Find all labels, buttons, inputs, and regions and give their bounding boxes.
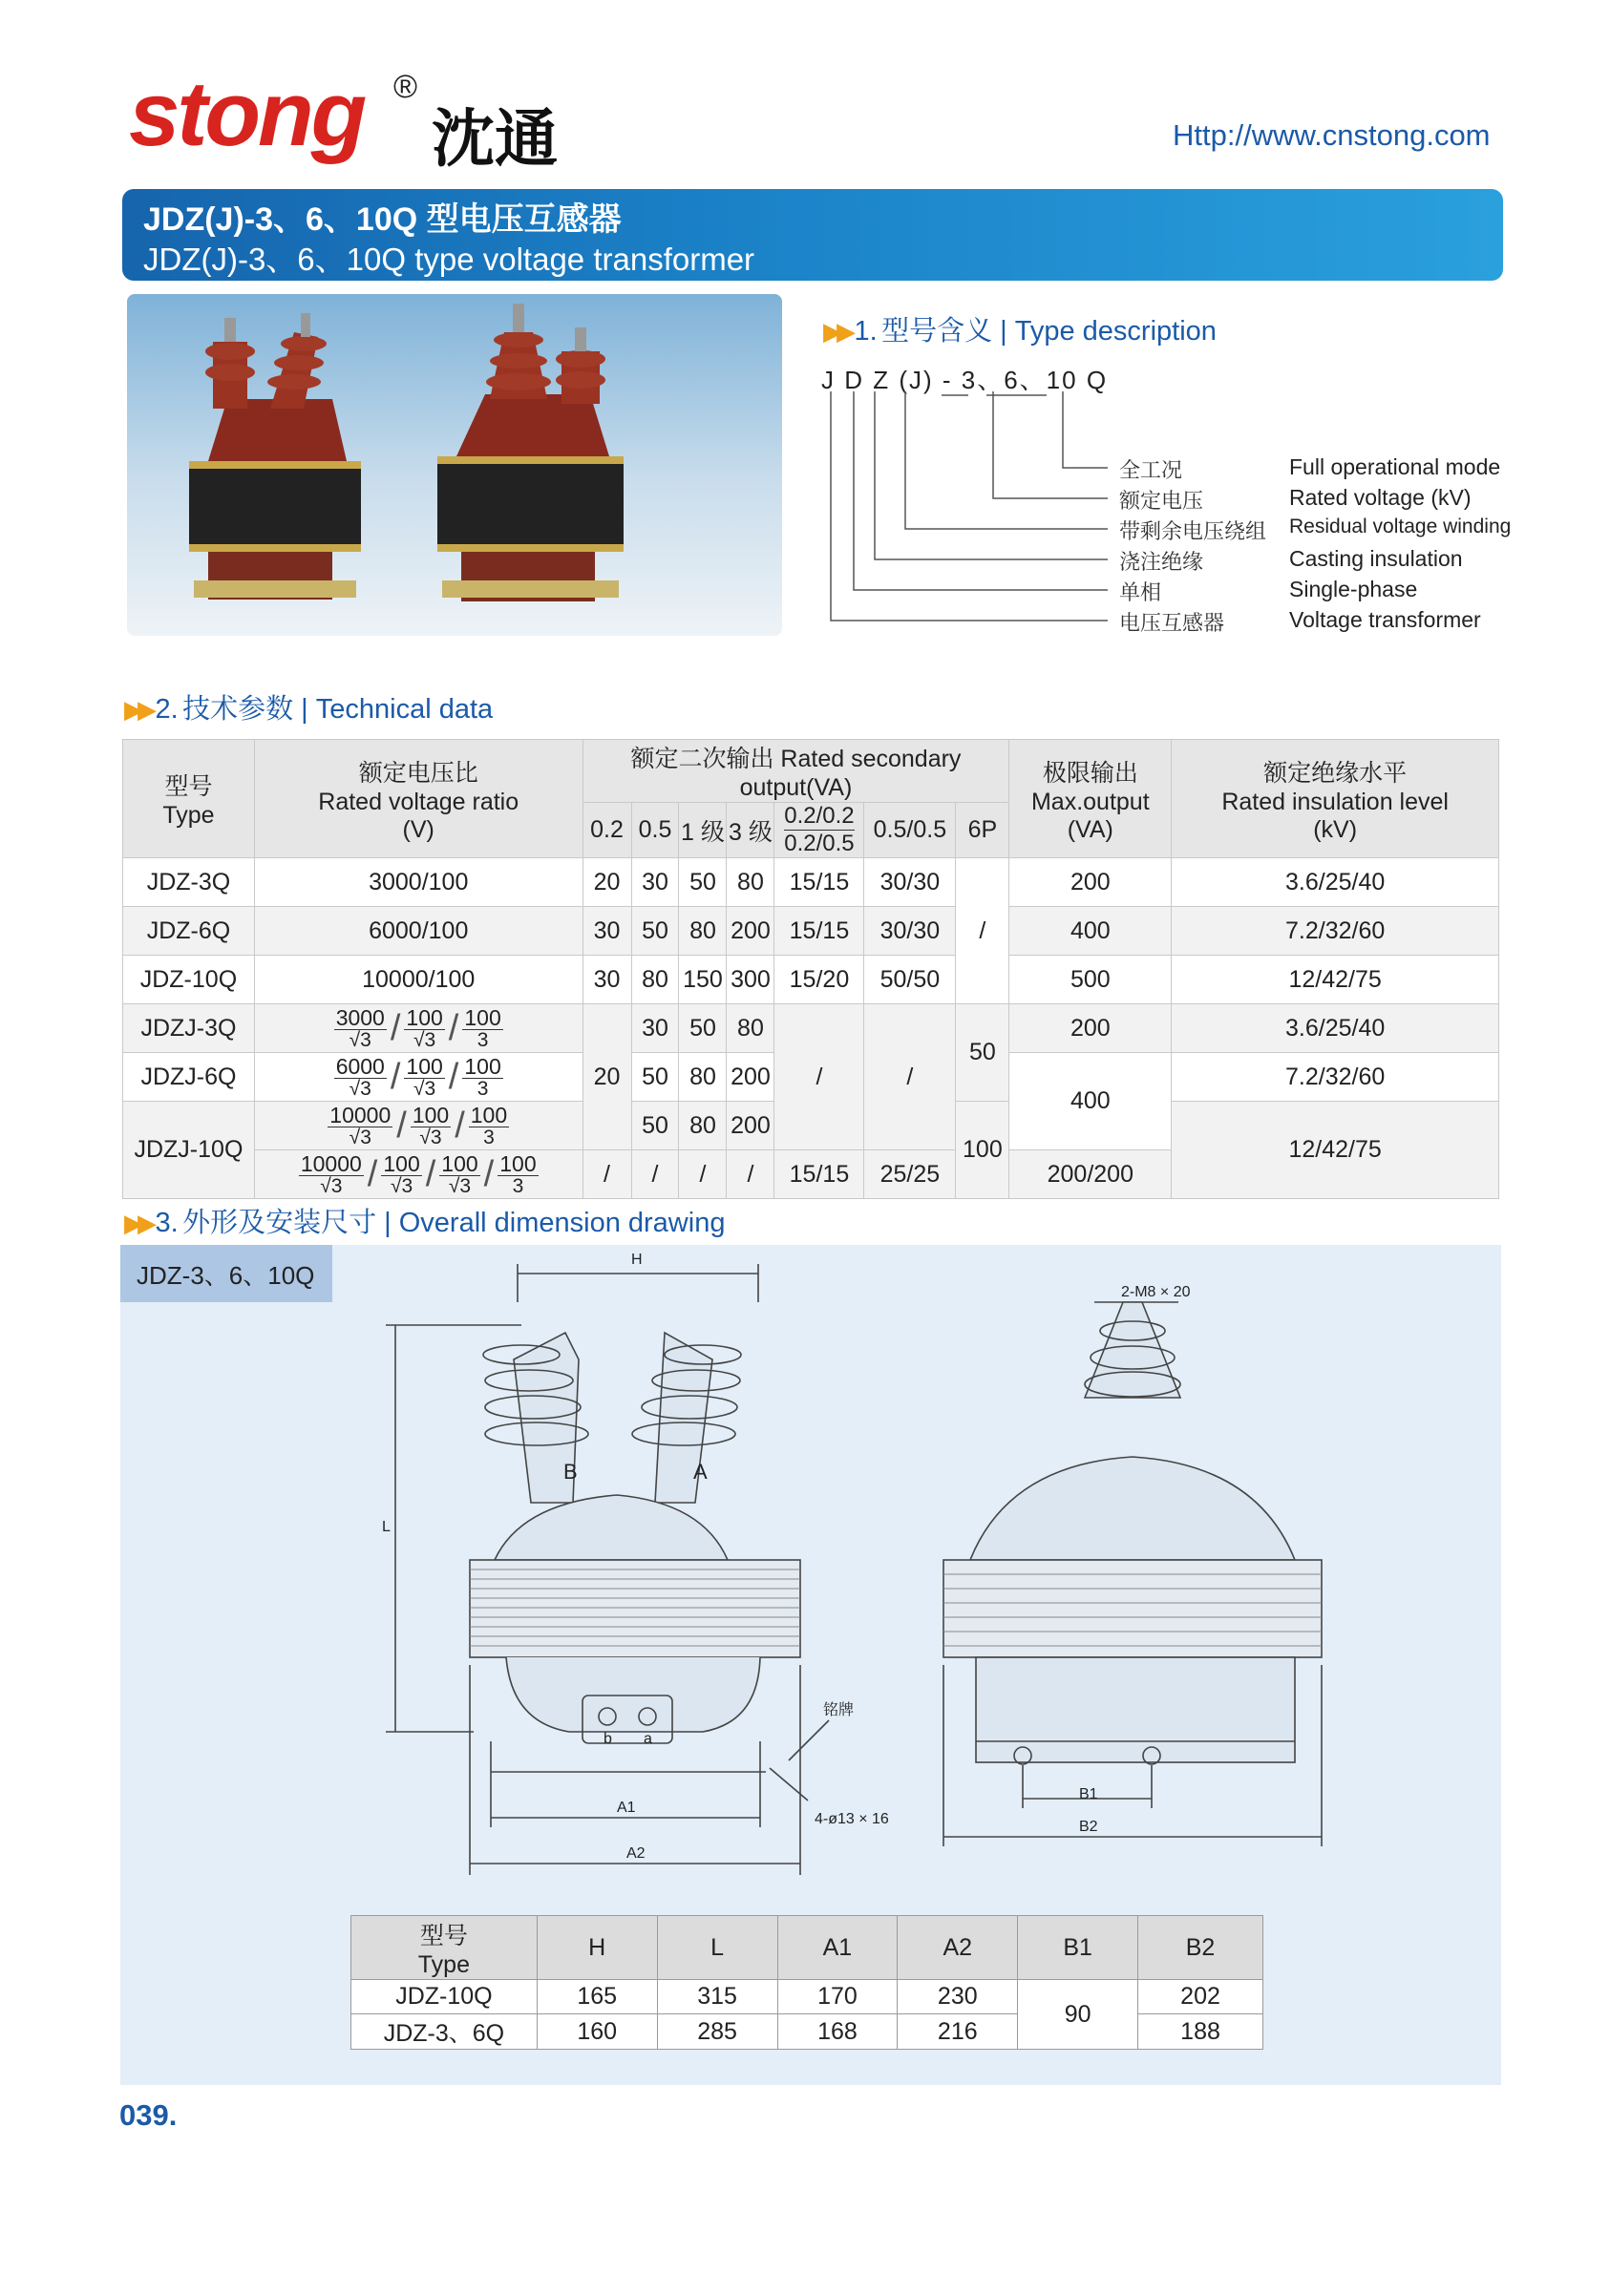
- page-number: 039.: [119, 2098, 178, 2132]
- table-row: JDZ-10Q 10000/100 30 80 150 300 15/20 50/50 500 12/42/75: [123, 956, 1499, 1004]
- type-code: J D Z (J) - 3、6、10 Q: [821, 366, 1109, 394]
- logo-stong: stong: [129, 63, 365, 165]
- double-arrow-icon: ▶▶: [823, 317, 850, 346]
- title-chinese: JDZ(J)-3、6、10Q 型电压互感器: [143, 201, 622, 238]
- double-arrow-icon: ▶▶: [124, 1209, 151, 1237]
- table-row: JDZJ-3Q $\frac{3000}{√3}$ / $\frac{100}{√3}$ / $\frac{100}{3}$ 20 30 50 80 / / 50 200 3.6/25/40: [123, 1004, 1499, 1053]
- title-english: JDZ(J)-3、6、10Q type voltage transformer: [143, 242, 755, 277]
- svg-text:B2: B2: [1079, 1819, 1098, 1835]
- ratio-fraction: $\frac{3000}{√3}$ / $\frac{100}{√3}$ / $\frac{100}{3}$: [254, 1004, 583, 1053]
- svg-text:2-M8 × 20: 2-M8 × 20: [1121, 1284, 1191, 1300]
- table-row: JDZ-6Q 6000/100 30 50 80 200 15/15 30/30 400 7.2/32/60: [123, 907, 1499, 956]
- double-arrow-icon: ▶▶: [124, 695, 151, 724]
- svg-text:b: b: [604, 1731, 612, 1747]
- svg-text:A: A: [693, 1460, 708, 1484]
- transformer-unit-left: [189, 313, 361, 600]
- table-row: JDZJ-6Q $\frac{6000}{√3}$ / $\frac{100}{√3}$ / $\frac{100}{3}$ 50 80 200 400 7.2/32/60: [123, 1053, 1499, 1102]
- section3-heading: ▶▶ 3. 外形及安装尺寸 | Overall dimension drawing: [124, 1208, 726, 1238]
- svg-text:a: a: [644, 1731, 652, 1747]
- transformer-unit-right: [437, 304, 624, 601]
- website-link[interactable]: Http://www.cnstong.com: [1173, 118, 1491, 152]
- col-insulation: 额定绝缘水平 Rated insulation level (kV): [1172, 740, 1499, 858]
- front-view: [386, 1264, 829, 1875]
- table-row: JDZ-3Q 3000/100 20 30 50 80 15/15 30/30 / 200 3.6/25/40: [123, 858, 1499, 907]
- svg-text:4-ø13 × 16: 4-ø13 × 16: [815, 1811, 889, 1827]
- registered-mark: ®: [393, 69, 418, 105]
- logo-chinese: 沈通: [432, 102, 558, 176]
- ratio-fraction: $\frac{10000}{√3}$ / $\frac{100}{√3}$ / $\frac{100}{3}$: [254, 1102, 583, 1150]
- svg-text:H: H: [631, 1252, 643, 1268]
- section2-heading: ▶▶ 2. 技术参数 | Technical data: [124, 694, 494, 725]
- section1-heading: ▶▶ 1. 型号含义 | Type description: [823, 316, 1217, 347]
- svg-text:L: L: [382, 1519, 391, 1535]
- product-photo: [127, 294, 782, 636]
- col-type: 型号 Type: [123, 740, 255, 858]
- technical-data-table: 型号 Type 额定电压比 Rated voltage ratio (V) 额定二次输出 Rated secondary output(VA) 极限输出 Max.output (VA) 额定绝缘水平 Rated insulation level (kV) 0.2 0.5 1 级 3 级 0.2/0.2 0.2/0.5 0.5/0.5 6P JDZ-3Q 3000/100 20 30 50 80 15/15 30/30 / 200 3.6/25/40 JDZ-6Q 6000/100 30 50 80 200 15/15 30/30 400 7.2/32/60 JDZ-10Q 10000/100 30 80 150 300 15/20 50/50 500 12/42/75 JDZJ-3Q $\frac{3000}{√3}$ / $\frac{100}{√3}$ / $\frac{100}{3}$ 20 30 50 80 / / 50 200 3.6/25/40 JDZJ-6Q $\frac{6000}{√3}$ / $\frac{100}{√3}$ / $\frac{100}{3}$ 50 80 200 400 7.2/32/60 JDZJ-10Q $\frac{10000}{√3}$ / $\frac{100}{√3}$ / $\frac{100}{3}$ 50 80 200 100 12/42/75 $\frac{10000}{√3}$ / $\frac{100}{√3}$ / $\frac{100}{√3}$ / $\frac{100}{3}$ / / / / 15/15 25/25 200/200: [122, 739, 1499, 1199]
- col-ratio: 额定电压比 Rated voltage ratio (V): [254, 740, 583, 858]
- dimension-drawing: [120, 1245, 1501, 1913]
- ratio-fraction: $\frac{6000}{√3}$ / $\frac{100}{√3}$ / $\frac{100}{3}$: [254, 1053, 583, 1102]
- col-output: 额定二次输出 Rated secondary output(VA): [583, 740, 1009, 803]
- col-max-output: 极限输出 Max.output (VA): [1009, 740, 1172, 858]
- dimension-table: 型号 Type H L A1 A2 B1 B2 JDZ-10Q 165 315 170 230 90 202 JDZ-3、6Q 160 285 168 216 188: [350, 1915, 1263, 2050]
- table-row: JDZ-3、6Q 160 285 168 216 188: [351, 2014, 1263, 2050]
- drawing-model-label: JDZ-3、6、10Q: [137, 1261, 315, 1290]
- side-view: [943, 1302, 1322, 1846]
- svg-text:A2: A2: [626, 1845, 646, 1862]
- type-code-leader-lines: [821, 391, 1127, 630]
- svg-text:B1: B1: [1079, 1786, 1098, 1802]
- table-row: JDZ-10Q 165 315 170 230 90 202: [351, 1980, 1263, 2014]
- svg-text:A1: A1: [617, 1800, 636, 1816]
- table-row: $\frac{10000}{√3}$ / $\frac{100}{√3}$ / $\frac{100}{√3}$ / $\frac{100}{3}$ / / / / 15/15 25/25 200/200: [123, 1150, 1499, 1199]
- table-row: JDZJ-10Q $\frac{10000}{√3}$ / $\frac{100}{√3}$ / $\frac{100}{3}$ 50 80 200 100 12/42/75: [123, 1102, 1499, 1150]
- svg-text:铭牌: 铭牌: [823, 1702, 855, 1718]
- svg-text:B: B: [563, 1460, 578, 1484]
- ratio-fraction: $\frac{10000}{√3}$ / $\frac{100}{√3}$ / $\frac{100}{√3}$ / $\frac{100}{3}$: [254, 1150, 583, 1199]
